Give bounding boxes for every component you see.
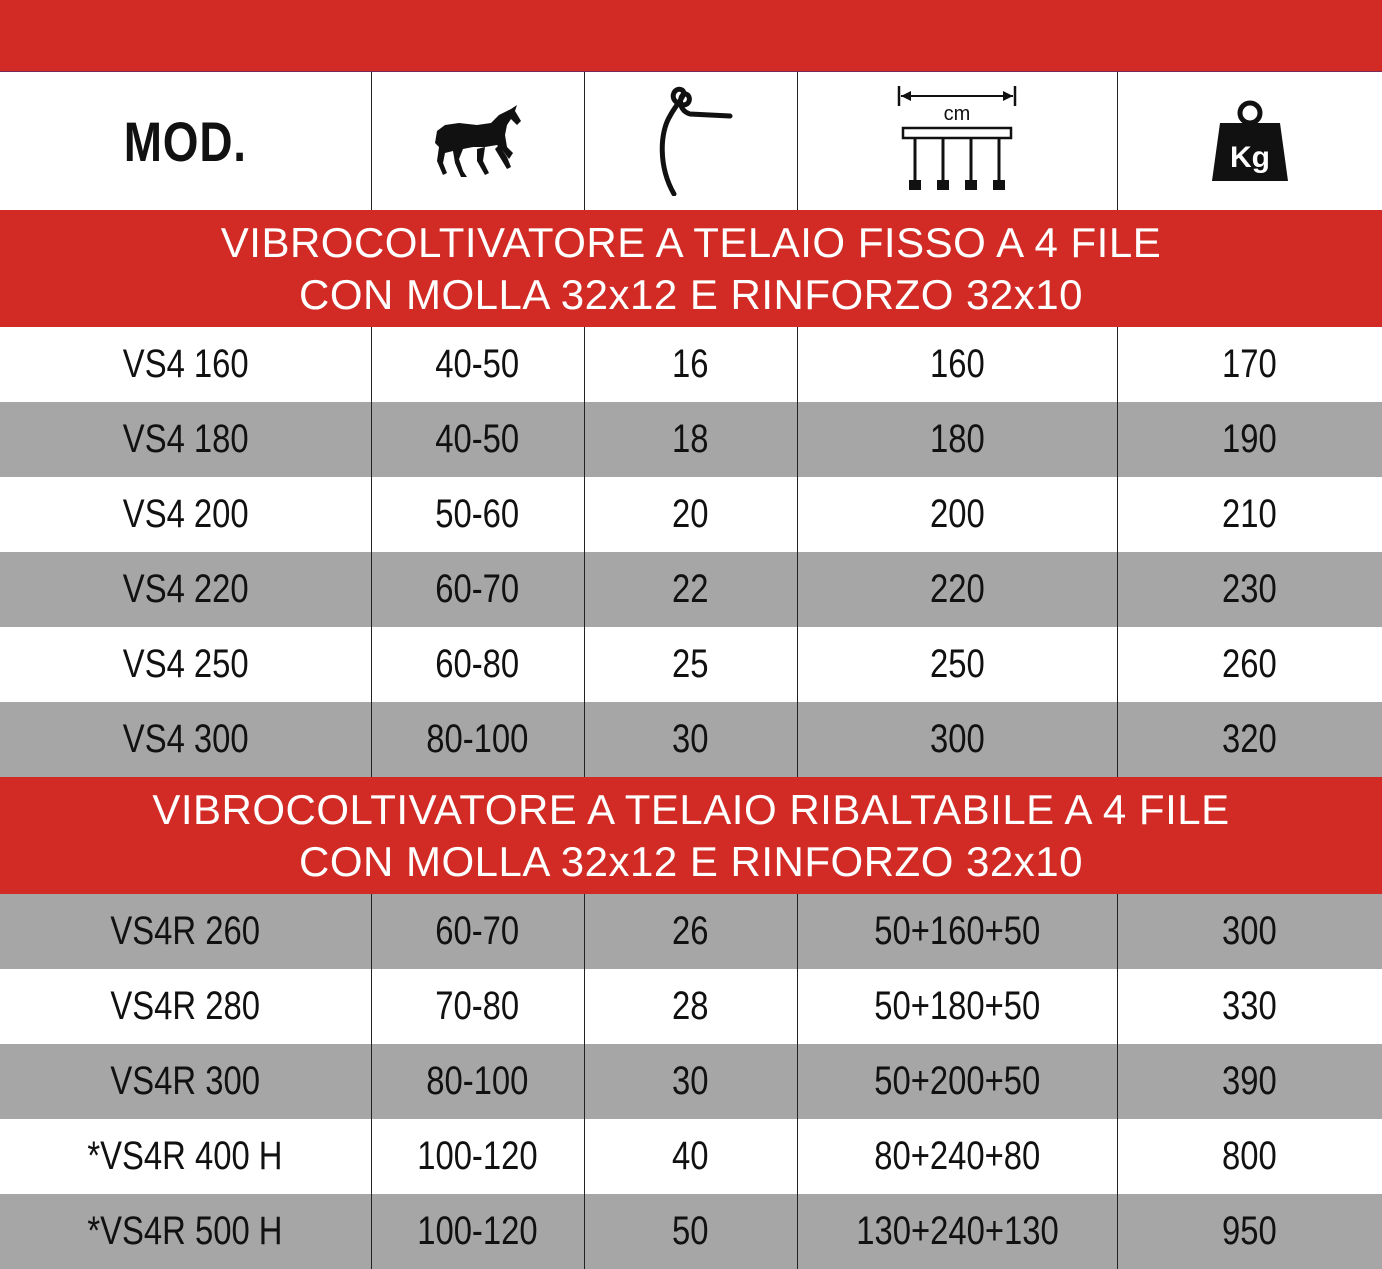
weight-unit-label: Kg [1229,141,1270,174]
table-row [0,402,1382,477]
model-cell: VS4R 260 [0,894,371,969]
section-title-line-1: VIBROCOLTIVATORE A TELAIO FISSO A 4 FILE [220,218,1162,266]
model-cell: VS4 160 [0,327,371,402]
weight-cell: 210 [1117,477,1382,552]
tines-cell: 16 [584,327,797,402]
width-header [797,72,1117,210]
tines-cell: 50 [584,1194,797,1269]
weight-cell: 300 [1117,894,1382,969]
section-title-line-2: CON MOLLA 32x12 E RINFORZO 32x10 [299,270,1083,318]
model-cell: VS4 180 [0,402,371,477]
hp-cell: 60-80 [371,627,584,702]
tines-cell: 26 [584,894,797,969]
table-row [0,1119,1382,1194]
model-cell: *VS4R 400 H [0,1119,371,1194]
model-cell: VS4 300 [0,702,371,777]
width-cell: 50+160+50 [797,894,1117,969]
section-title-line-1: VIBROCOLTIVATORE A TELAIO RIBALTABILE A 4 FILE [152,785,1230,833]
weight-cell: 230 [1117,552,1382,627]
table-row [0,552,1382,627]
model-cell: VS4R 280 [0,969,371,1044]
hp-cell: 100-120 [371,1119,584,1194]
weight-cell: 390 [1117,1044,1382,1119]
hp-cell: 80-100 [371,702,584,777]
header-row [0,72,1382,210]
model-cell: *VS4R 500 H [0,1194,371,1269]
tines-cell: 40 [584,1119,797,1194]
tines-cell: 30 [584,1044,797,1119]
working-width-icon [897,84,1017,199]
model-cell: VS4 250 [0,627,371,702]
hp-cell: 40-50 [371,402,584,477]
section-title-fixed-frame [0,210,1382,327]
width-cell: 50+180+50 [797,969,1117,1044]
width-cell: 200 [797,477,1117,552]
table-row [0,1194,1382,1269]
tines-cell: 22 [584,552,797,627]
weight-header [1117,72,1382,210]
width-unit-label: cm [943,102,971,125]
hp-cell: 60-70 [371,894,584,969]
table-row [0,327,1382,402]
tines-cell: 25 [584,627,797,702]
tines-cell: 28 [584,969,797,1044]
table-row [0,894,1382,969]
model-header: MOD. [33,72,337,210]
tines-header [584,72,797,210]
width-cell: 220 [797,552,1117,627]
table-row [0,477,1382,552]
tines-cell: 30 [584,702,797,777]
hp-cell: 40-50 [371,327,584,402]
model-cell: VS4R 300 [0,1044,371,1119]
width-cell: 180 [797,402,1117,477]
weight-cell: 170 [1117,327,1382,402]
weight-cell: 320 [1117,702,1382,777]
weight-cell: 190 [1117,402,1382,477]
width-cell: 250 [797,627,1117,702]
weight-cell: 950 [1117,1194,1382,1269]
section-title-folding-frame [0,777,1382,894]
top-red-bar [0,0,1382,72]
hp-cell: 100-120 [371,1194,584,1269]
tines-cell: 20 [584,477,797,552]
width-cell: 160 [797,327,1117,402]
weight-cell: 260 [1117,627,1382,702]
model-cell: VS4 200 [0,477,371,552]
spec-table [0,72,1382,1269]
table-row [0,969,1382,1044]
hp-cell: 50-60 [371,477,584,552]
model-cell: VS4 220 [0,552,371,627]
hp-cell: 80-100 [371,1044,584,1119]
table-row [0,627,1382,702]
table-row [0,702,1382,777]
weight-icon [1210,99,1290,183]
table-row [0,1044,1382,1119]
width-cell: 50+200+50 [797,1044,1117,1119]
width-cell: 80+240+80 [797,1119,1117,1194]
horsepower-header [371,72,584,210]
hp-cell: 70-80 [371,969,584,1044]
section-title-line-2: CON MOLLA 32x12 E RINFORZO 32x10 [299,837,1083,885]
tines-cell: 18 [584,402,797,477]
horse-icon [433,101,523,181]
spring-tine-icon [646,86,736,196]
weight-cell: 800 [1117,1119,1382,1194]
width-cell: 130+240+130 [797,1194,1117,1269]
hp-cell: 60-70 [371,552,584,627]
width-cell: 300 [797,702,1117,777]
weight-cell: 330 [1117,969,1382,1044]
